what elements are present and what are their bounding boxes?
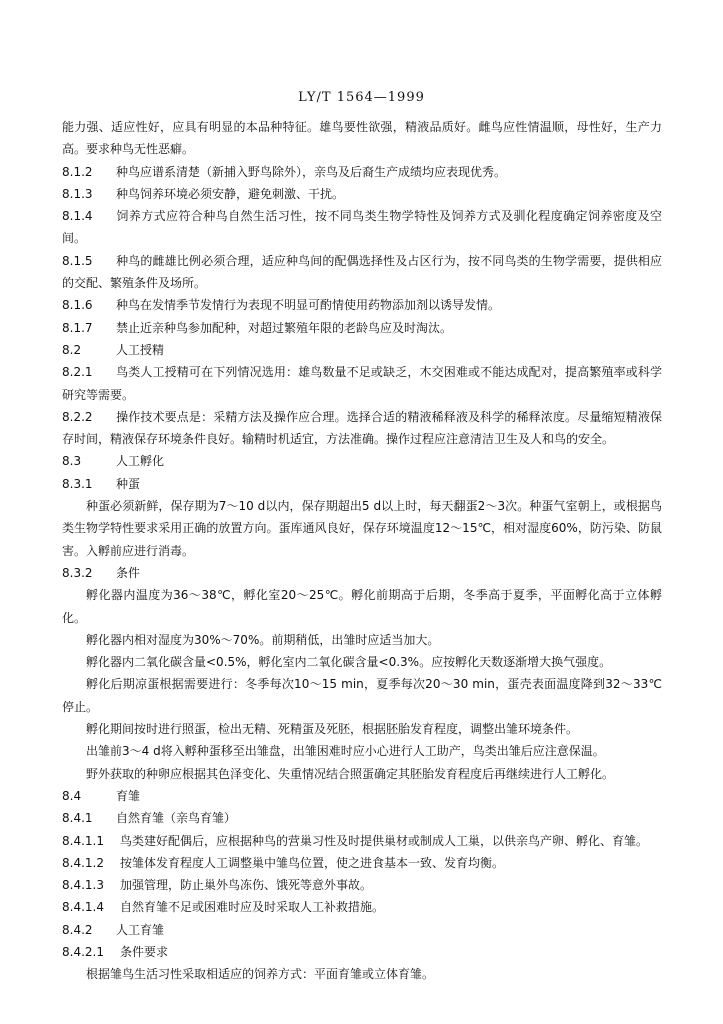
paragraph [62, 763, 662, 785]
clause-text: 孵化器内二氧化碳含量<0.5%，孵化室内二氧化碳含量<0.3%。应按孵化天数逐渐增大换气强度。 [86, 655, 612, 670]
clause-8-4-1-4 [62, 896, 662, 918]
clause-8-1-4 [62, 205, 662, 250]
clause-text: 条件要求 [120, 944, 169, 959]
clause-text: 按雏体发育程度人工调整巢中雏鸟位置，使之进食基本一致、发育均衡。 [120, 855, 505, 870]
clause-number: 8.4.1.2 [62, 855, 104, 870]
paragraph [62, 584, 662, 629]
paragraph [62, 963, 662, 985]
clause-text: 加强管理，防止巢外鸟冻伤、饿死等意外事故。 [120, 878, 373, 893]
clause-8-1-3 [62, 183, 662, 205]
clause-number: 8.4.1.3 [62, 878, 104, 893]
clause-number: 8.1.4 [62, 209, 93, 224]
clause-text: 能力强、适应性好，应具有明显的本品种特征。雄鸟要性欲强，精液品质好。雌鸟应性情温顺，母性好，生产力高。要求种鸟无性恶癖。 [62, 120, 662, 157]
clause-text: 孵化器内温度为36～38℃，孵化室20～25℃。孵化前期高于后期，冬季高于夏季，平面孵化高于立体孵化。 [62, 588, 662, 625]
clause-number: 8.4.1.4 [62, 900, 104, 915]
clause-number: 8.2.2 [62, 409, 93, 424]
clause-text: 种蛋必须新鲜，保存期为7～10 d以内，保存期超出5 d以上时，每天翻蛋2～3次。种蛋气室朝上，或根据鸟类生物学特性要求采用正确的放置方向。蛋库通风良好，保存环境温度12～15℃，相对湿度60%，防污染、防鼠害。入孵前应进行消毒。 [62, 499, 662, 558]
clause-text: 人工授精 [116, 342, 165, 357]
paragraph [62, 740, 662, 762]
clause-text: 人工孵化 [116, 454, 165, 469]
clause-text: 野外获取的种卵应根据其色泽变化、失重情况结合照蛋确定其胚胎发育程度后再继续进行人工孵化。 [86, 766, 615, 781]
clause-text: 孵化期间按时进行照蛋，检出无精、死精蛋及死胚，根据胚胎发育程度，调整出雏环境条件。 [86, 722, 579, 737]
clause-8-3 [62, 450, 662, 472]
clause-number: 8.4 [62, 788, 82, 803]
clause-8-4 [62, 785, 662, 807]
clause-text: 人工育雏 [116, 922, 165, 937]
paragraph [62, 651, 662, 673]
clause-text: 根据雏鸟生活习性采取相适应的饲养方式：平面育雏或立体育雏。 [86, 967, 435, 982]
clause-8-1-2 [62, 161, 662, 183]
clause-number: 8.1.7 [62, 320, 93, 335]
clause-number: 8.1.5 [62, 253, 93, 268]
clause-number: 8.1.2 [62, 164, 93, 179]
clause-8-3-2 [62, 562, 662, 584]
clause-text: 鸟类人工授精可在下列情况选用：雄鸟数量不足或缺乏，木交困难或不能达成配对，提高繁殖率或科学研究等需要。 [62, 365, 662, 402]
standard-code-header: LY/T 1564—1999 [298, 90, 425, 105]
paragraph [62, 718, 662, 740]
clause-number: 8.1.3 [62, 186, 93, 201]
clause-number: 8.4.2 [62, 922, 93, 937]
clause-text: 自然育雏不足或困难时应及时采取人工补救措施。 [120, 900, 385, 915]
clause-text: 孵化器内相对湿度为30%～70%。前期稍低，出雏时应适当加大。 [86, 632, 440, 647]
clause-number: 8.3.2 [62, 565, 93, 580]
clause-number: 8.4.2.1 [62, 944, 104, 959]
paragraph [62, 495, 662, 562]
clause-8-1-6 [62, 294, 662, 316]
clause-text: 种鸟应谱系清楚（新捕入野鸟除外），亲鸟及后裔生产成绩均应表现优秀。 [116, 164, 507, 179]
clause-8-2-1 [62, 361, 662, 406]
document-body [62, 116, 662, 986]
clause-number: 8.3.1 [62, 476, 93, 491]
clause-text: 鸟类建好配偶后，应根据种鸟的营巢习性及时提供巢材或制成人工巢，以供亲鸟产卵、孵化、育雏。 [120, 833, 649, 848]
clause-8-4-1-2 [62, 852, 662, 874]
clause-text: 出雏前3～4 d将入孵种蛋移至出雏盘，出雏困难时应小心进行人工助产，鸟类出雏后应注意保温。 [86, 744, 605, 759]
paragraph [62, 629, 662, 651]
clause-text: 种鸟在发情季节发情行为表现不明显可酌情使用药物添加剂以诱导发情。 [116, 298, 501, 313]
clause-text: 禁止近亲种鸟参加配种，对超过繁殖年限的老龄鸟应及时淘汰。 [116, 320, 453, 335]
clause-text: 育雏 [116, 788, 141, 803]
clause-text: 条件 [116, 565, 141, 580]
clause-8-3-1 [62, 473, 662, 495]
paragraph [62, 673, 662, 718]
clause-text: 自然育雏（亲鸟育雏） [116, 811, 237, 826]
clause-number: 8.1.6 [62, 298, 93, 313]
clause-text: 饲养方式应符合种鸟自然生活习性，按不同鸟类生物学特性及饲养方式及驯化程度确定饲养密度及空间。 [62, 209, 662, 246]
clause-text: 种蛋 [116, 476, 141, 491]
clause-8-4-1-3 [62, 874, 662, 896]
clause-8-4-1-1 [62, 830, 662, 852]
clause-8-4-2-1 [62, 941, 662, 963]
clause-text: 种鸟饲养环境必须安静，避免刺激、干扰。 [116, 186, 345, 201]
clause-8-4-2 [62, 919, 662, 941]
clause-number: 8.4.1 [62, 811, 93, 826]
clause-number: 8.2 [62, 342, 82, 357]
clause-8-2 [62, 339, 662, 361]
clause-number: 8.2.1 [62, 365, 93, 380]
clause-8-1-5 [62, 250, 662, 295]
clause-number: 8.4.1.1 [62, 833, 104, 848]
clause-text: 孵化后期凉蛋根据需要进行：冬季每次10～15 min，夏季每次20～30 min，蛋壳表面温度降到32～33℃停止。 [62, 677, 662, 714]
clause-8-2-2 [62, 406, 662, 451]
clause-text: 种鸟的雌雄比例必须合理，适应种鸟间的配偶选择性及占区行为，按不同鸟类的生物学需要，提供相应的交配、繁殖条件及场所。 [62, 253, 662, 291]
clause-number: 8.3 [62, 454, 82, 469]
clause-8-4-1 [62, 807, 662, 829]
clause-8-1-7 [62, 317, 662, 339]
paragraph [62, 116, 662, 161]
clause-text: 操作技术要点是：采精方法及操作应合理。选择合适的精液稀释液及科学的稀释浓度。尽量缩短精液保存时间，精液保存环境条件良好。输精时机适宜，方法准确。操作过程应注意清洁卫生及人和鸟的安全。 [62, 409, 662, 447]
